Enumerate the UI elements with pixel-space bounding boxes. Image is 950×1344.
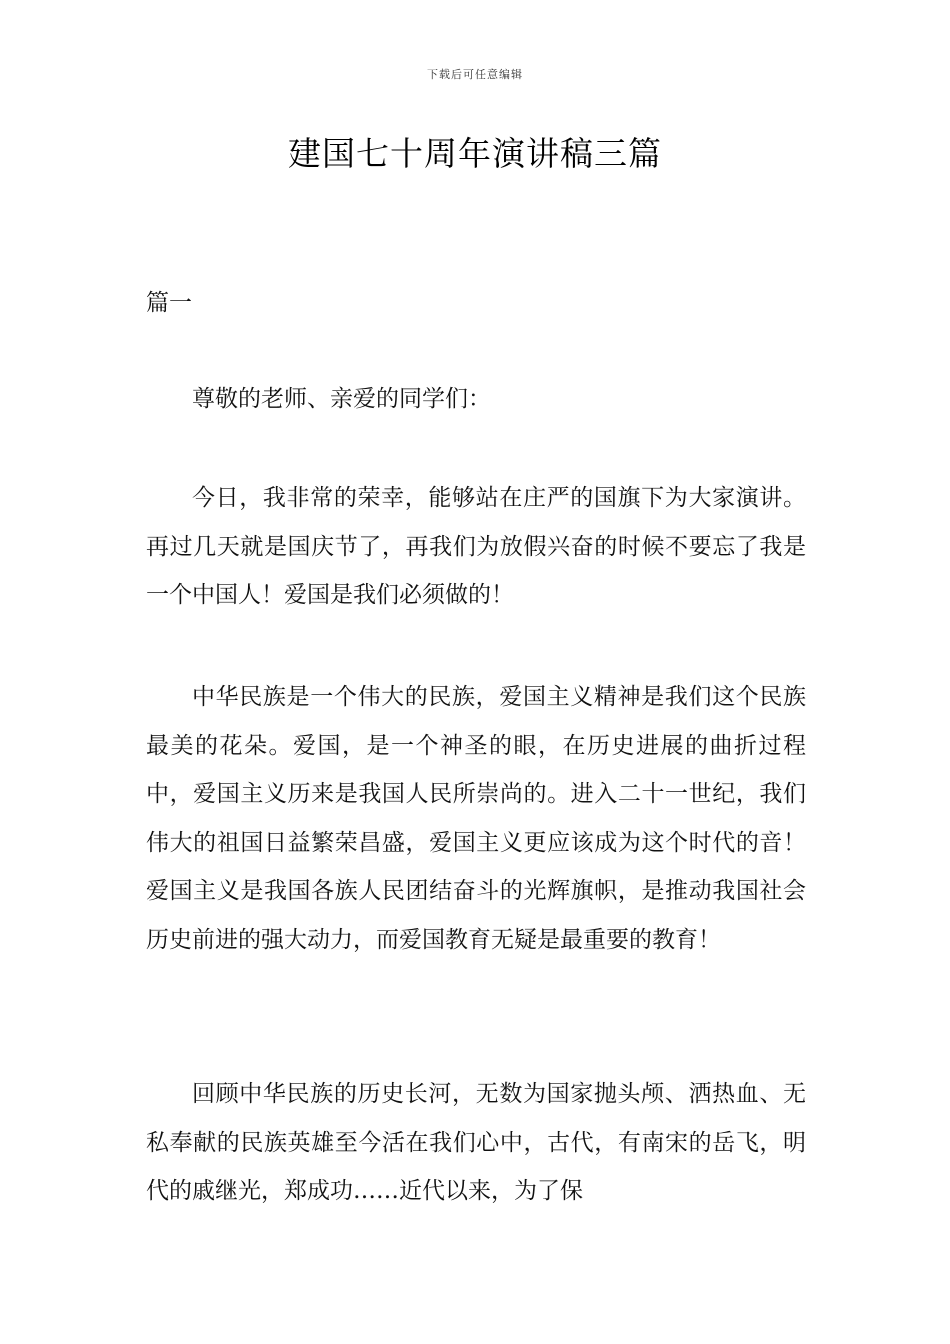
- header-note: 下载后可任意编辑: [427, 68, 523, 81]
- paragraph-2: 中华民族是一个伟大的民族，爱国主义精神是我们这个民族最美的花朵。爱国，是一个神圣的眼，在历史进展的曲折过程中，爱国主义历来是我国人民所崇尚的。进入二十一世纪，我们伟大的祖国日益繁荣昌盛，爱国主义更应该成为这个时代的音！爱国主义是我国各族人民团结奋斗的光辉旗帜，是推动我国社会历史前进的强大动力，而爱国教育无疑是最重要的教育！: [146, 684, 806, 953]
- section-heading: 篇一: [146, 290, 192, 316]
- paragraph-3: 回顾中华民族的历史长河，无数为国家抛头颅、洒热血、无私奉献的民族英雄至今活在我们心中，古代，有南宋的岳飞，明代的戚继光，郑成功……近代以来，为了保: [146, 1081, 806, 1204]
- paragraph-1: 今日，我非常的荣幸，能够站在庄严的国旗下为大家演讲。再过几天就是国庆节了，再我们为放假兴奋的时候不要忘了我是一个中国人！爱国是我们必须做的！: [146, 485, 806, 608]
- document-title: 建国七十周年演讲稿三篇: [288, 134, 662, 173]
- salutation: 尊敬的老师、亲爱的同学们：: [192, 386, 491, 412]
